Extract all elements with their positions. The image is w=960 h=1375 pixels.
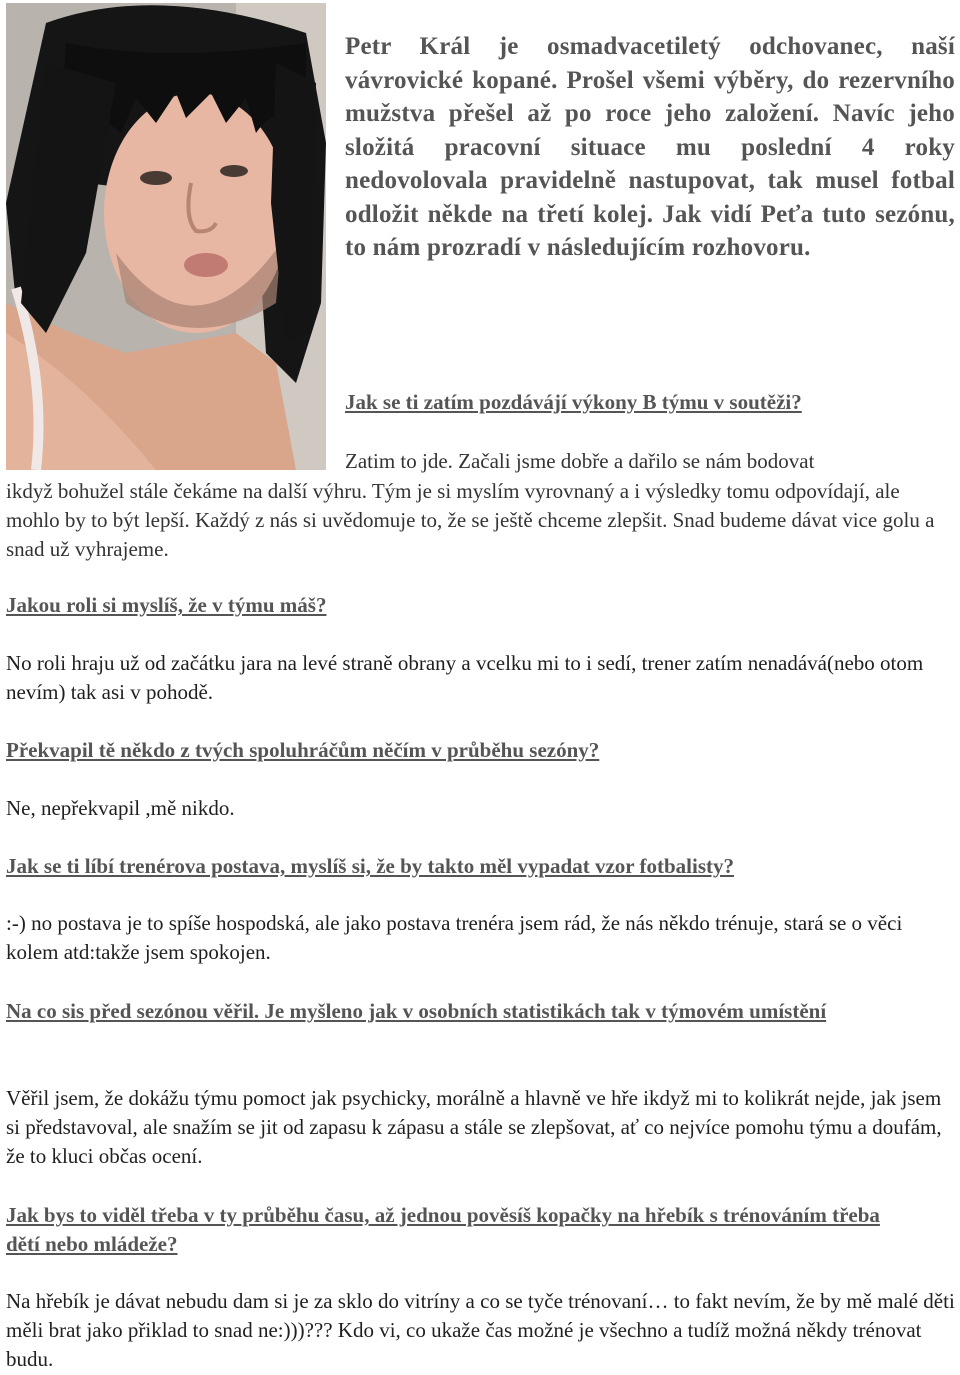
answer-3: Ne, nepřekvapil ,mě nikdo. [6, 796, 235, 820]
intro-paragraph: Petr Král je osmadvacetiletý odchovanec, naší vávrovické kopané. Prošel všemi výběry, do rezervního mužstva přešel až po roce jeho založení. Navíc jeho složitá pracovní situace mu poslední 4 roky nedovolovala pravidelně nastupovat, tak musel fotbal odložit někde na třetí kolej. Jak vidí Peťa tuto sezónu, to nám prozradí v následujícím rozhovoru. [345, 33, 955, 261]
question-5: Na co sis před sezónou věřil. Je myšleno jak v osobních statistikách tak v týmovém umístění [6, 999, 827, 1023]
answer-4: :-) no postava je to spíše hospodská, ale jako postava trenéra jsem rád, že nás někdo trénuje, stará se o věci kolem atd:takže jsem spokojen. [6, 911, 903, 964]
answer-2: No roli hraju už od začátku jara na levé straně obrany a vcelku mi to i sedí, trener zatím nenadává(nebo otom nevím) tak asi v pohodě. [6, 651, 924, 704]
answer-1-first-line: Zatim to jde. Začali jsme dobře a dařilo se nám bodovat [345, 449, 815, 473]
answer-5: Věřil jsem, že dokážu týmu pomoct jak psychicky, morálně a hlavně ve hře ikdyž mi to kolikrát nejde, jak jsem si představoval, ale snažím se jit od zapasu k zápasu a stále se zlepšovat, ať co nejvíce pomohu týmu a doufám, že to kluci občas ocení. [6, 1086, 942, 1168]
answer-6: Na hřebík je dávat nebudu dam si je za sklo do vitríny a co se tyče trénovaní… to fakt nevím, že by mě malé děti měli brat jako přiklad to snad ne:)))??? Kdo vi, co ukaže čas možné je všechno a tudíž možná někdy trénovat budu. [6, 1289, 955, 1371]
question-6: Jak bys to viděl třeba v ty průběhu času, až jednou pověsíš kopačky na hřebík s trénováním třeba dětí nebo mládeže? [6, 1203, 880, 1256]
question-4: Jak se ti líbí trenérova postava, myslíš si, že by takto měl vypadat vzor fotbalisty? [6, 854, 734, 878]
question-1: Jak se ti zatím pozdávájí výkony B týmu v soutěži? [345, 390, 802, 414]
player-photo [6, 3, 326, 470]
question-3: Překvapil tě někdo z tvých spoluhráčům něčím v průběhu sezóny? [6, 738, 600, 762]
answer-1: ikdyž bohužel stále čekáme na další výhru. Tým je si myslím vyrovnaný a i výsledky tomu odpovídají, ale mohlo by to být lepší. Každý z nás si uvědomuje to, že se ještě chceme zlepšit. Snad budeme dávat vice golu a snad už vyhrajeme. [6, 479, 935, 561]
question-2: Jakou roli si myslíš, že v týmu máš? [6, 593, 327, 617]
